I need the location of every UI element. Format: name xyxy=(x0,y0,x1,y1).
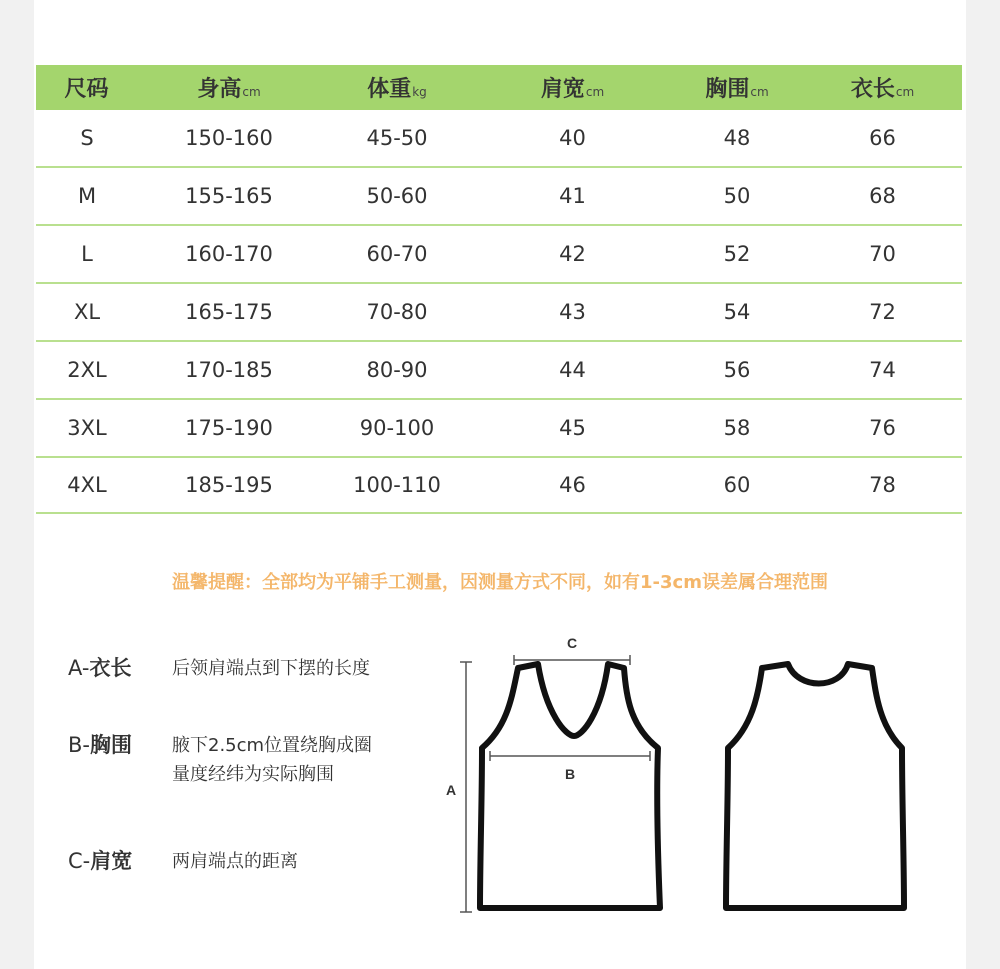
cell-length: 78 xyxy=(803,457,962,513)
cell-shoulder: 42 xyxy=(474,225,671,283)
measure-line-chest xyxy=(490,751,650,761)
cell-height: 150-160 xyxy=(138,110,320,167)
tank-top-diagram xyxy=(34,0,966,969)
cell-height: 175-190 xyxy=(138,399,320,457)
cell-height: 165-175 xyxy=(138,283,320,341)
cell-weight: 70-80 xyxy=(320,283,474,341)
cell-weight: 100-110 xyxy=(320,457,474,513)
legend-description: 腋下2.5cm位置绕胸成圈量度经纬为实际胸围 xyxy=(172,735,373,785)
cell-weight: 90-100 xyxy=(320,399,474,457)
cell-chest: 48 xyxy=(671,110,803,167)
cell-length: 76 xyxy=(803,399,962,457)
cell-size: M xyxy=(36,167,138,225)
cell-height: 170-185 xyxy=(138,341,320,399)
header-chest: 胸围cm xyxy=(671,65,803,110)
cell-chest: 58 xyxy=(671,399,803,457)
cell-length: 74 xyxy=(803,341,962,399)
cell-chest: 54 xyxy=(671,283,803,341)
label-c: C xyxy=(566,635,578,651)
cell-chest: 56 xyxy=(671,341,803,399)
legend-key: A-衣长 xyxy=(68,656,132,680)
cell-weight: 45-50 xyxy=(320,110,474,167)
header-weight: 体重kg xyxy=(320,65,474,110)
measure-line-length xyxy=(460,662,472,912)
cell-weight: 50-60 xyxy=(320,167,474,225)
header-size: 尺码 xyxy=(36,65,138,110)
cell-chest: 52 xyxy=(671,225,803,283)
cell-length: 70 xyxy=(803,225,962,283)
legend-description: 后领肩端点到下摆的长度 xyxy=(172,658,370,679)
cell-length: 72 xyxy=(803,283,962,341)
cell-length: 68 xyxy=(803,167,962,225)
cell-length: 66 xyxy=(803,110,962,167)
cell-chest: 50 xyxy=(671,167,803,225)
legend-description: 两肩端点的距离 xyxy=(172,851,298,872)
cell-chest: 60 xyxy=(671,457,803,513)
cell-shoulder: 43 xyxy=(474,283,671,341)
cell-size: XL xyxy=(36,283,138,341)
cell-size: S xyxy=(36,110,138,167)
cell-weight: 60-70 xyxy=(320,225,474,283)
cell-height: 185-195 xyxy=(138,457,320,513)
size-chart-page xyxy=(34,0,966,969)
cell-height: 160-170 xyxy=(138,225,320,283)
tank-top-front-outline xyxy=(480,664,660,908)
cell-size: L xyxy=(36,225,138,283)
cell-shoulder: 45 xyxy=(474,399,671,457)
cell-size: 4XL xyxy=(36,457,138,513)
cell-height: 155-165 xyxy=(138,167,320,225)
measurement-notice: 温馨提醒：全部均为平铺手工测量，因测量方式不同，如有1-3cm误差属合理范围 xyxy=(172,572,828,593)
cell-shoulder: 41 xyxy=(474,167,671,225)
label-b: B xyxy=(564,766,576,782)
header-shoulder: 肩宽cm xyxy=(474,65,671,110)
header-height: 身高cm xyxy=(138,65,320,110)
cell-size: 2XL xyxy=(36,341,138,399)
cell-shoulder: 44 xyxy=(474,341,671,399)
legend-key: C-肩宽 xyxy=(68,849,133,873)
header-length: 衣长cm xyxy=(803,65,962,110)
cell-shoulder: 46 xyxy=(474,457,671,513)
cell-size: 3XL xyxy=(36,399,138,457)
tank-top-back-outline xyxy=(726,664,904,908)
legend-key: B-胸围 xyxy=(68,733,132,757)
cell-shoulder: 40 xyxy=(474,110,671,167)
cell-weight: 80-90 xyxy=(320,341,474,399)
label-a: A xyxy=(445,782,457,798)
